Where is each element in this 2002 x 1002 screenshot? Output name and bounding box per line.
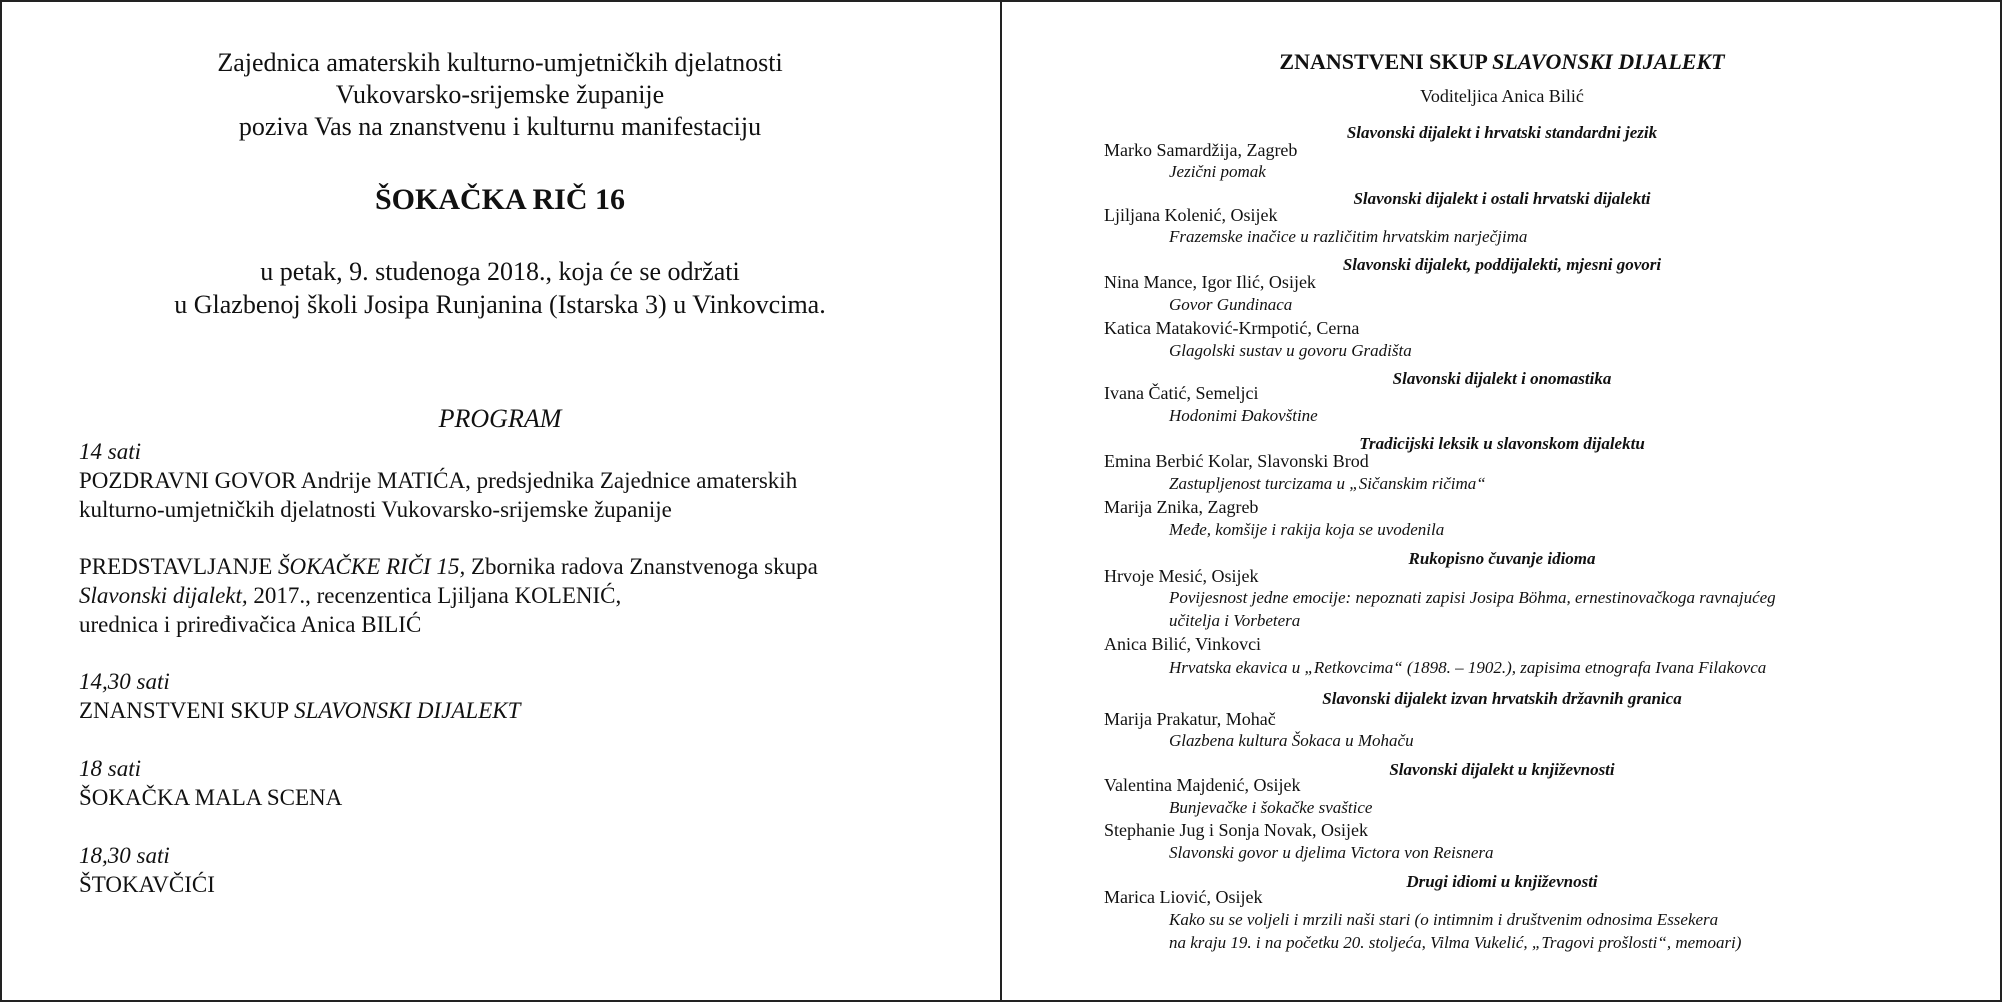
talk-title: Jezični pomak: [1169, 162, 1266, 181]
fold-divider: [1000, 0, 1002, 1002]
talk-title: Glazbena kultura Šokaca u Mohaču: [1169, 731, 1414, 750]
speaker: Nina Mance, Igor Ilić, Osijek: [1104, 272, 1316, 292]
talk-title: Govor Gundinaca: [1169, 295, 1293, 314]
session-heading: Drugi idiomi u književnosti: [1406, 872, 1598, 891]
session-heading: Slavonski dijalekt, poddijalekti, mjesni govori: [1342, 255, 1662, 274]
speaker: Emina Berbić Kolar, Slavonski Brod: [1104, 451, 1369, 471]
program-time: 18 sati: [79, 756, 141, 781]
talk-title: Glagolski sustav u govoru Gradišta: [1169, 341, 1412, 360]
session-heading: Tradicijski leksik u slavonskom dijalektu: [1359, 434, 1645, 453]
program-heading: PROGRAM: [438, 404, 562, 433]
talk-title: Međe, komšije i rakija koja se uvodenila: [1169, 520, 1445, 539]
speaker: Marija Znika, Zagreb: [1104, 497, 1259, 517]
session-heading: Slavonski dijalekt i hrvatski standardni jezik: [1346, 123, 1658, 142]
program-time: 14,30 sati: [79, 669, 170, 694]
session-heading: Rukopisno čuvanje idioma: [1408, 549, 1596, 568]
talk-title: Bunjevačke i šokačke svaštice: [1169, 798, 1373, 817]
program-time: 18,30 sati: [79, 843, 170, 868]
speaker: Hrvoje Mesić, Osijek: [1104, 566, 1259, 586]
intro-line: Zajednica amaterskih kulturno-umjetničkih djelatnosti: [217, 48, 783, 77]
speaker: Marija Prakatur, Mohač: [1104, 709, 1276, 729]
session-heading: Slavonski dijalekt i onomastika: [1392, 369, 1612, 388]
program-item: POZDRAVNI GOVOR Andrije MATIĆA, predsjednika Zajednice amaterskih: [79, 468, 798, 493]
event-venue: u Glazbenoj školi Josipa Runjanina (Istarska 3) u Vinkovcima.: [174, 290, 826, 319]
talk-title: Hrvatska ekavica u „Retkovcima“ (1898. – 1902.), zapisima etnografa Ivana Filakovca: [1169, 658, 1767, 677]
speaker: Anica Bilić, Vinkovci: [1104, 634, 1262, 654]
talk-title: Zastupljenost turcizama u „Sičanskim ričima“: [1169, 474, 1486, 493]
speaker: Marko Samardžija, Zagreb: [1104, 140, 1298, 160]
program-time: 14 sati: [79, 439, 141, 464]
talk-title: na kraju 19. i na početku 20. stoljeća, Vilma Vukelić, „Tragovi prošlosti“, memoari): [1169, 933, 1742, 952]
program-item: Slavonski dijalekt, 2017., recenzentica Ljiljana KOLENIĆ,: [79, 583, 622, 608]
talk-title: učitelja i Vorbetera: [1169, 611, 1301, 630]
speaker: Ivana Čatić, Semeljci: [1104, 383, 1259, 403]
session-heading: Slavonski dijalekt i ostali hrvatski dijalekti: [1353, 189, 1651, 208]
event-title: ŠOKAČKA RIČ 16: [374, 183, 626, 216]
talk-title: Kako su se voljeli i mrzili naši stari (o intimnim i društvenim odnosima Essekera: [1169, 910, 1719, 929]
talk-title: Frazemske inačice u različitim hrvatskim narječjima: [1169, 227, 1528, 246]
session-heading: Slavonski dijalekt izvan hrvatskih državnih granica: [1322, 689, 1682, 708]
program-item: ZNANSTVENI SKUP SLAVONSKI DIJALEKT: [79, 698, 521, 723]
program-item: ŠOKAČKA MALA SCENA: [79, 785, 343, 810]
program-item: kulturno-umjetničkih djelatnosti Vukovarsko-srijemske županije: [79, 497, 672, 522]
talk-title: Povijesnost jedne emocije: nepoznati zapisi Josipa Böhma, ernestinovačkoga ravnajućeg: [1169, 588, 1776, 607]
program-item: urednica i priređivačica Anica BILIĆ: [79, 612, 422, 637]
speaker: Katica Mataković-Krmpotić, Cerna: [1104, 318, 1360, 338]
event-date: u petak, 9. studenoga 2018., koja će se održati: [260, 257, 740, 286]
talk-title: Hodonimi Đakovštine: [1169, 406, 1318, 425]
speaker: Stephanie Jug i Sonja Novak, Osijek: [1104, 820, 1368, 840]
program-item: ŠTOKAVČIĆI: [79, 872, 215, 897]
intro-line: Vukovarsko-srijemske županije: [335, 80, 665, 109]
intro-line: poziva Vas na znanstvenu i kulturnu manifestaciju: [238, 112, 762, 141]
speaker: Ljiljana Kolenić, Osijek: [1104, 205, 1278, 225]
moderator: Voditeljica Anica Bilić: [1420, 86, 1584, 106]
program-item: PREDSTAVLJANJE ŠOKAČKE RIČI 15, Zbornika radova Znanstvenoga skupa: [79, 554, 818, 579]
talk-title: Slavonski govor u djelima Victora von Reisnera: [1169, 843, 1494, 862]
speaker: Marica Liović, Osijek: [1104, 887, 1263, 907]
symposium-title: ZNANSTVENI SKUP SLAVONSKI DIJALEKT: [1279, 49, 1725, 74]
speaker: Valentina Majdenić, Osijek: [1104, 775, 1301, 795]
session-heading: Slavonski dijalekt u književnosti: [1389, 760, 1615, 779]
